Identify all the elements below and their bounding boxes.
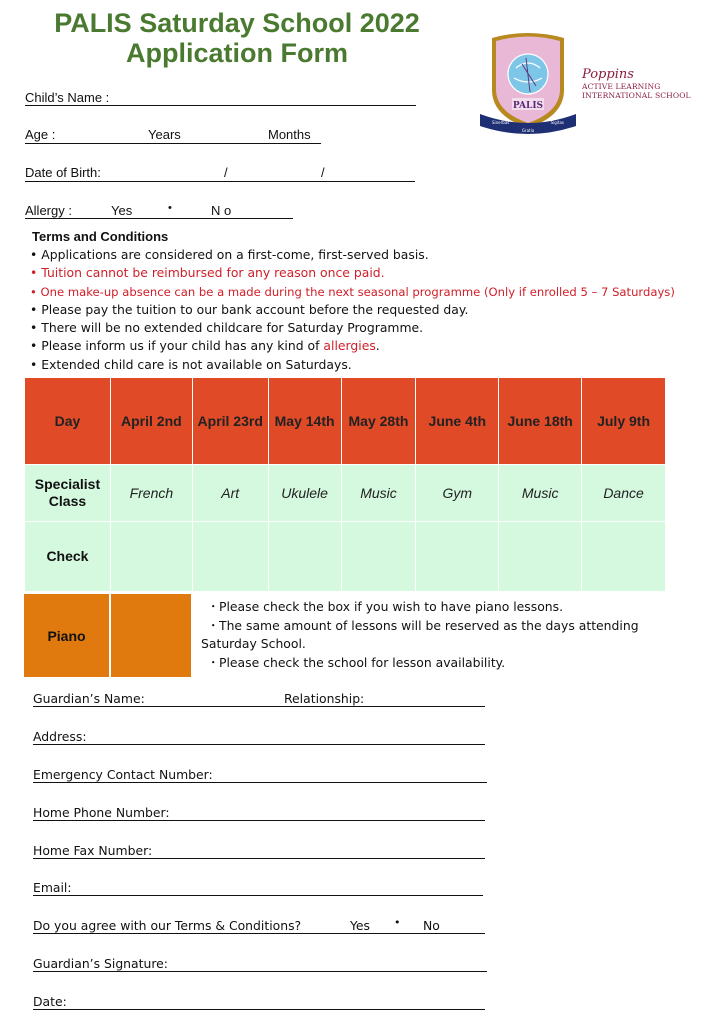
ribbon-center-text: Gratia [521,128,535,133]
day-row [25,378,666,465]
schedule-table [24,377,666,592]
dob-label: Date of Birth: [25,165,101,180]
check-header: Check [25,522,111,592]
dob-slash-2: / [321,165,325,180]
address-field[interactable] [33,744,485,745]
age-label: Age : [25,127,56,142]
agree-bullet: • [394,916,401,929]
class-cell: Gym [416,465,499,522]
class-cell: Music [341,465,416,522]
day-cell: June 18th [499,378,582,465]
class-cell: Ukulele [268,465,341,522]
terms-item: • Extended child care is not available on Saturdays. [30,356,352,372]
class-cell: French [110,465,192,522]
terms-section [30,228,690,374]
terms-item: • Please inform us if your child has any kind of allergies. [30,338,380,354]
relationship-label: Relationship: [284,691,365,706]
email-label: Email: [33,880,72,895]
childs-name-field[interactable] [25,105,416,106]
terms-heading: Terms and Conditions [32,229,169,244]
emergency-contact-label: Emergency Contact Number: [33,767,213,782]
piano-note: ・Please check the school for lesson availability. [207,654,506,670]
form-title: PALIS Saturday School 2022 [54,8,420,38]
day-header: Day [25,378,111,465]
terms-item: • Tuition cannot be reimbursed for any reason once paid. [30,265,385,281]
terms-item: • One make-up absence can be a made during the next seasonal programme (Only if enrolled 5 – 7 Saturdays) [30,284,675,299]
agree-yes-option[interactable]: Yes [350,918,371,933]
crest-text: PALIS [512,101,544,111]
specialist-class-header: Specialist Class [25,465,111,522]
class-cell: Dance [582,465,666,522]
check-box[interactable] [341,522,416,592]
allergy-bullet: • [168,202,172,214]
day-cell: April 23rd [192,378,268,465]
years-label: Years [148,127,181,142]
form-subtitle: Application Form [126,38,348,68]
home-fax-label: Home Fax Number: [33,843,153,858]
months-label: Months [268,127,311,142]
check-row [25,522,666,592]
piano-note: ・Please check the box if you wish to have piano lessons. [207,599,564,614]
email-field[interactable] [33,895,483,896]
check-box[interactable] [192,522,268,592]
piano-notes [201,598,671,672]
brand-name: Poppins [582,67,634,82]
check-box[interactable] [110,522,192,592]
terms-item: • Applications are considered on a first-come, first-served basis. [30,247,429,262]
piano-check-box[interactable] [111,594,191,677]
check-box[interactable] [499,522,582,592]
dob-slash-1: / [224,165,228,180]
day-cell: June 4th [416,378,499,465]
allergies-word: allergies [323,338,376,354]
brand-line-3: INTERNATIONAL SCHOOL [582,91,691,100]
guardian-name-label: Guardian’s Name: [33,691,145,706]
school-brand [582,68,702,100]
palis-crest-logo [478,28,578,140]
piano-label: Piano [24,594,109,677]
terms-agree-field [33,933,485,934]
date-field[interactable] [33,1009,485,1010]
agree-no-option[interactable]: No [423,918,440,933]
age-field[interactable] [25,143,321,144]
allergy-no-option[interactable]: N o [211,203,232,218]
ribbon-left-text: Sinerbas [492,120,510,125]
day-cell: July 9th [582,378,666,465]
signature-field[interactable] [33,971,487,972]
signature-label: Guardian’s Signature: [33,956,168,971]
dob-field[interactable] [25,181,415,182]
brand-line-2: ACTIVE LEARNING [582,82,661,91]
date-label: Date: [33,994,67,1009]
childs-name-label: Child’s Name : [25,90,110,105]
home-phone-label: Home Phone Number: [33,805,170,820]
day-cell: May 28th [341,378,416,465]
terms-item: • Please pay the tuition to our bank account before the requested day. [30,301,469,317]
terms-agree-label: Do you agree with our Terms & Conditions? [33,918,302,933]
check-box[interactable] [582,522,666,592]
terms-item: • There will be no extended childcare for Saturday Programme. [30,320,424,336]
class-cell: Art [192,465,268,522]
day-cell: May 14th [268,378,341,465]
piano-note-continued: Saturday School. [201,636,306,651]
class-cell: Music [499,465,582,522]
guardian-name-field[interactable] [33,706,485,707]
day-cell: April 2nd [110,378,192,465]
check-box[interactable] [416,522,499,592]
check-box[interactable] [268,522,341,592]
emergency-contact-field[interactable] [33,782,487,783]
allergy-yes-option[interactable]: Yes [111,203,133,218]
ribbon-right-text: Sigitas [550,120,564,125]
allergy-field [25,218,293,219]
allergy-label: Allergy : [25,203,72,218]
address-label: Address: [33,729,87,744]
specialist-row [25,465,666,522]
home-fax-field[interactable] [33,858,485,859]
home-phone-field[interactable] [33,820,485,821]
piano-note: ・The same amount of lessons will be reserved as the days attending [207,617,639,633]
